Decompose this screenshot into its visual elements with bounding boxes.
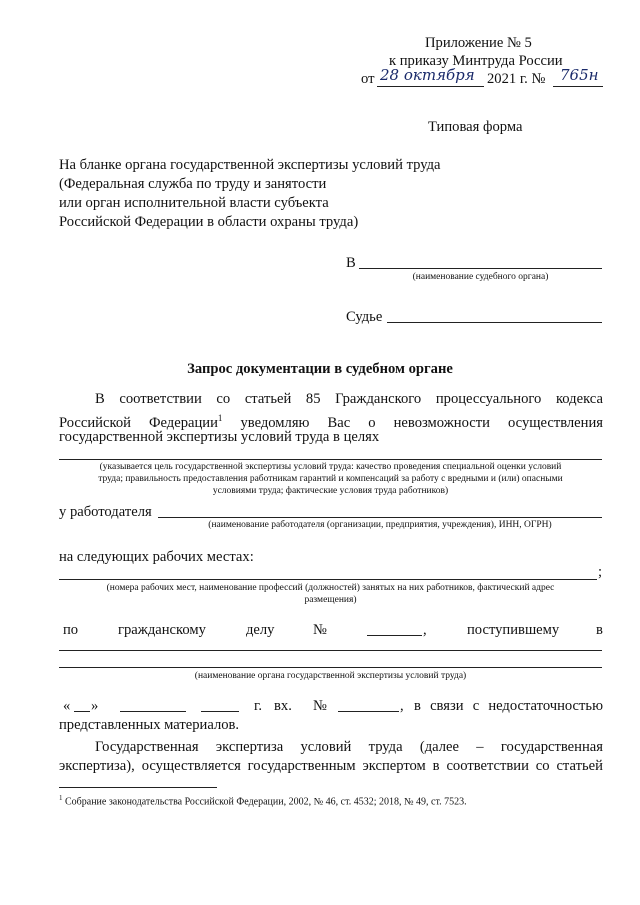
intro-line-2: Российской Федерации$^1$ уведомляю Вас о невозможности осуществления <box>59 413 603 431</box>
footnote-text: Собрание законодательства Российской Федерации, 2002, № 46, ст. 4532; 2018, № 49, ст. 7523. <box>65 796 467 808</box>
date-vx-label: вх. <box>274 698 292 714</box>
organ-field[interactable] <box>59 667 602 668</box>
case-num-sign: № <box>313 622 327 638</box>
workplaces-caption-1: (номера рабочих мест, наименование профессий (должностей) занятых на них работников, фактический адрес <box>106 583 555 593</box>
body-line-1: Государственная экспертиза условий труда (далее – государственная <box>95 739 603 755</box>
intro-line-1: В соответствии со статьей 85 Гражданского процессуального кодекса <box>95 391 603 407</box>
issuer-line-1: На бланке органа государственной экспертизы условий труда <box>59 157 441 173</box>
date-underline <box>377 86 484 87</box>
workplaces-caption-2: размещения) <box>304 595 357 605</box>
date-year-label: г. <box>254 698 262 714</box>
issuer-line-4: Российской Федерации в области охраны труда) <box>59 214 359 230</box>
date-day-field[interactable] <box>74 711 90 712</box>
appendix-date-prefix: от <box>361 71 375 87</box>
document-title: Запрос документации в судебном органе <box>187 361 453 377</box>
purpose-caption-2: труда; правильность предоставления работникам гарантий и компенсаций за работу с вредными и (или) опасными <box>98 474 563 484</box>
incoming-number-field[interactable] <box>338 711 399 712</box>
workplaces-label: на следующих рабочих местах: <box>59 549 254 565</box>
appendix-number-handwritten: 765н <box>560 66 599 84</box>
judge-name-field[interactable] <box>387 322 602 323</box>
number-underline <box>553 86 603 87</box>
issuer-line-3: или орган исполнительной власти субъекта <box>59 195 329 211</box>
workplaces-end: ; <box>598 564 603 580</box>
case-court-field[interactable] <box>59 650 602 651</box>
judge-label: Судье <box>346 309 383 325</box>
case-delo: делу <box>246 622 275 638</box>
date-month-field[interactable] <box>120 711 186 712</box>
footnote <box>59 792 467 808</box>
footnote-separator <box>59 787 217 788</box>
appendix-order: к приказу Минтруда России <box>389 53 563 69</box>
issuer-line-2: (Федеральная служба по труду и занятости <box>59 176 327 192</box>
purpose-caption-3: условиями труда; фактические условия труда работников) <box>212 486 449 496</box>
date-comma: , <box>400 698 404 714</box>
date-line-2: представленных материалов. <box>59 717 240 733</box>
date-quote-close: » <box>91 698 99 714</box>
case-received: поступившему <box>467 622 560 638</box>
form-type: Типовая форма <box>428 119 523 135</box>
body-line-2: экспертиза), осуществляется государственным экспертом в соответствии со статьей <box>59 758 603 774</box>
workplaces-field[interactable] <box>59 579 597 580</box>
date-quote-open: « <box>63 698 71 714</box>
organ-caption: (наименование органа государственной экспертизы условий труда) <box>194 671 467 681</box>
footnote-reference: 1 <box>217 413 223 423</box>
date-year-field[interactable] <box>201 711 239 712</box>
case-po: по <box>63 622 79 638</box>
date-num-sign: № <box>313 698 327 714</box>
case-civil: гражданскому <box>118 622 206 638</box>
intro-line-3: государственной экспертизы условий труда в целях <box>59 429 380 445</box>
date-rest: в связи с недостаточностью <box>414 698 603 714</box>
court-name-field[interactable] <box>359 268 602 269</box>
appendix-date-handwritten: 28 октября <box>380 66 475 84</box>
employer-field[interactable] <box>158 517 602 518</box>
employer-caption: (наименование работодателя (организации, предприятия, учреждения), ИНН, ОГРН) <box>208 520 552 530</box>
court-caption: (наименование судебного органа) <box>412 272 549 282</box>
purpose-caption-1: (указывается цель государственной экспертизы условий труда: качество проведения специальной оценки условий <box>99 462 562 472</box>
case-in: в <box>596 622 603 638</box>
employer-label: у работодателя <box>59 504 152 520</box>
footnote-mark: 1 <box>59 794 63 802</box>
case-comma: , <box>423 622 427 638</box>
case-number-field[interactable] <box>367 635 422 636</box>
court-label: В <box>346 255 356 271</box>
purpose-field[interactable] <box>59 459 602 460</box>
appendix-year: 2021 г. № <box>487 71 546 87</box>
appendix-number: Приложение № 5 <box>425 35 532 51</box>
